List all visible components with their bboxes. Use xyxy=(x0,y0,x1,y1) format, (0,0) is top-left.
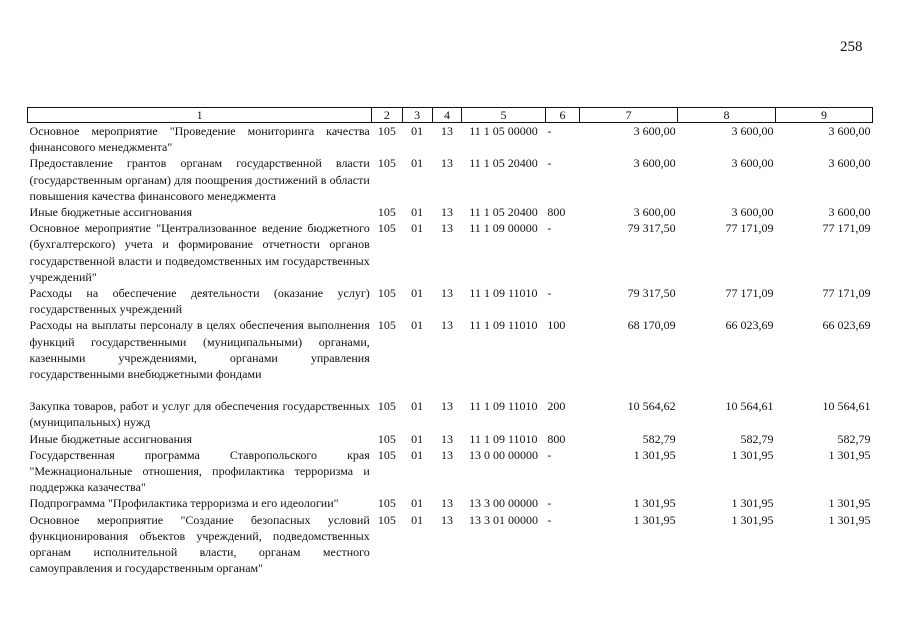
cell-sum-2: 3 600,00 xyxy=(731,124,774,138)
cell-rz: 01 xyxy=(411,124,424,138)
row-name: Расходы на обеспечение деятельности (оказание услуг) государственных учреждений xyxy=(29,286,370,317)
table-row xyxy=(28,431,873,447)
cell-sum-1: 3 600,00 xyxy=(633,205,676,220)
header-row xyxy=(28,108,873,123)
table-row xyxy=(28,204,873,220)
row-name: Основное мероприятие "Проведение мониторинга качества финансового менеджмента" xyxy=(29,124,370,155)
column-header: 8 xyxy=(678,108,776,123)
cell-sum-3: 1 301,95 xyxy=(828,447,871,462)
cell-pr: 13 xyxy=(440,447,453,462)
column-header: 5 xyxy=(462,108,546,123)
column-header: 7 xyxy=(580,108,678,123)
cell-sum-3: 77 171,09 xyxy=(822,221,871,236)
cell-rz: 01 xyxy=(411,156,424,171)
table-row xyxy=(28,317,873,382)
cell-vr: - xyxy=(547,496,552,511)
cell-sum-3: 3 600,00 xyxy=(828,156,871,171)
cell-rz: 01 xyxy=(411,512,424,527)
cell-vr: 800 xyxy=(547,205,566,220)
cell-min: 105 xyxy=(377,156,396,171)
cell-vr: - xyxy=(547,156,552,171)
cell-csr: 11 1 09 11010 xyxy=(469,286,538,301)
cell-csr: 13 3 00 00000 xyxy=(468,496,538,511)
cell-sum-3: 66 023,69 xyxy=(822,318,871,333)
cell-pr: 13 xyxy=(440,318,453,333)
cell-csr: 11 1 05 20400 xyxy=(469,205,538,220)
cell-pr: 13 xyxy=(440,156,453,171)
cell-csr: 11 1 09 11010 xyxy=(469,431,538,446)
cell-sum-1: 1 301,95 xyxy=(633,496,676,511)
cell-sum-2: 10 564,61 xyxy=(725,399,774,414)
cell-csr: 11 1 05 00000 xyxy=(469,124,538,138)
cell-csr: 11 1 09 11010 xyxy=(469,399,538,414)
cell-sum-1: 10 564,62 xyxy=(627,399,676,414)
cell-sum-1: 1 301,95 xyxy=(633,447,676,462)
cell-vr: - xyxy=(547,512,552,527)
cell-csr: 11 1 09 11010 xyxy=(469,318,538,333)
row-name: Основное мероприятие "Создание безопасных условий функционирования объектов учреждений, подведомственных органам исполнительной власти, органам местного самоуправления и государственным органам" xyxy=(29,512,370,576)
cell-sum-2: 582,79 xyxy=(740,431,774,446)
cell-min: 105 xyxy=(377,496,396,511)
column-header: 6 xyxy=(545,108,579,123)
cell-csr: 13 0 00 00000 xyxy=(468,447,538,462)
cell-sum-3: 3 600,00 xyxy=(828,124,871,138)
row-name: Расходы на выплаты персоналу в целях обеспечения выполнения функций государственными (муниципальными) органами, казенными учреждениями, органами управления государственными внебюджетными фондами xyxy=(29,318,370,382)
cell-min: 105 xyxy=(377,447,396,462)
cell-sum-1: 1 301,95 xyxy=(633,512,676,527)
row-name: Основное мероприятие "Централизованное ведение бюджетного (бухгалтерского) учета и формирование отчетности органов государственной власти и подведомственных им государственных учреждений" xyxy=(29,221,370,284)
column-header: 1 xyxy=(28,108,372,123)
cell-pr: 13 xyxy=(440,431,453,446)
cell-pr: 13 xyxy=(440,221,453,236)
cell-sum-3: 10 564,61 xyxy=(822,399,871,414)
cell-rz: 01 xyxy=(411,286,424,301)
cell-sum-3: 1 301,95 xyxy=(828,512,871,527)
cell-pr: 13 xyxy=(440,496,453,511)
cell-rz: 01 xyxy=(411,496,424,511)
spacer-cell xyxy=(28,382,873,398)
cell-min: 105 xyxy=(377,318,396,333)
table-row xyxy=(28,495,873,511)
cell-rz: 01 xyxy=(411,205,424,220)
budget-table xyxy=(27,107,873,576)
row-name: Подпрограмма "Профилактика терроризма и его идеологии" xyxy=(29,496,339,511)
cell-pr: 13 xyxy=(440,399,453,414)
table-row xyxy=(28,398,873,430)
cell-sum-2: 1 301,95 xyxy=(731,496,774,511)
cell-pr: 13 xyxy=(440,205,453,220)
cell-vr: 100 xyxy=(547,318,566,333)
spacer-row xyxy=(28,382,873,398)
table-row xyxy=(28,512,873,577)
cell-sum-2: 66 023,69 xyxy=(725,318,774,333)
cell-sum-2: 77 171,09 xyxy=(725,221,774,236)
cell-sum-1: 68 170,09 xyxy=(627,318,676,333)
cell-pr: 13 xyxy=(440,124,453,138)
column-header: 9 xyxy=(776,108,873,123)
cell-csr: 11 1 09 00000 xyxy=(469,221,538,236)
cell-min: 105 xyxy=(377,512,396,527)
cell-min: 105 xyxy=(377,286,396,301)
cell-pr: 13 xyxy=(440,286,453,301)
cell-sum-1: 3 600,00 xyxy=(633,156,676,171)
cell-sum-2: 1 301,95 xyxy=(731,447,774,462)
table-row xyxy=(28,447,873,496)
cell-sum-1: 3 600,00 xyxy=(633,124,676,138)
row-name: Закупка товаров, работ и услуг для обеспечения государственных (муниципальных) нужд xyxy=(29,399,370,430)
cell-sum-3: 3 600,00 xyxy=(828,205,871,220)
cell-sum-2: 1 301,95 xyxy=(731,512,774,527)
page-number: 258 xyxy=(840,39,863,55)
row-name: Государственная программа Ставропольского края "Межнациональные отношения, профилактика терроризма и поддержка казачества" xyxy=(29,447,370,495)
row-name: Предоставление грантов органам государственной власти (государственным органам) для поощрения достижений в области повышения качества финансового менеджмента xyxy=(29,156,370,203)
cell-min: 105 xyxy=(377,221,396,236)
cell-pr: 13 xyxy=(440,512,453,527)
cell-min: 105 xyxy=(377,399,396,414)
cell-vr: 200 xyxy=(547,399,566,414)
cell-csr: 11 1 05 20400 xyxy=(469,156,538,171)
cell-vr: - xyxy=(547,286,552,301)
cell-sum-1: 79 317,50 xyxy=(627,286,676,301)
cell-vr: - xyxy=(547,447,552,462)
cell-sum-1: 79 317,50 xyxy=(627,221,676,236)
cell-sum-2: 3 600,00 xyxy=(731,205,774,220)
table-row xyxy=(28,123,873,156)
column-header: 3 xyxy=(402,108,432,123)
cell-vr: - xyxy=(547,221,552,236)
table-row xyxy=(28,155,873,204)
table-row xyxy=(28,285,873,317)
cell-vr: 800 xyxy=(547,431,566,446)
cell-rz: 01 xyxy=(411,447,424,462)
row-name: Иные бюджетные ассигнования xyxy=(29,205,192,220)
cell-rz: 01 xyxy=(411,221,424,236)
column-header: 4 xyxy=(432,108,461,123)
cell-sum-1: 582,79 xyxy=(642,431,676,446)
cell-min: 105 xyxy=(377,205,396,220)
cell-rz: 01 xyxy=(411,431,424,446)
column-header: 2 xyxy=(372,108,402,123)
cell-sum-3: 582,79 xyxy=(837,431,871,446)
cell-vr: - xyxy=(547,124,552,138)
cell-min: 105 xyxy=(377,124,396,138)
cell-sum-2: 77 171,09 xyxy=(725,286,774,301)
table-row xyxy=(28,220,873,285)
cell-rz: 01 xyxy=(411,318,424,333)
row-name: Иные бюджетные ассигнования xyxy=(29,431,192,446)
cell-sum-3: 77 171,09 xyxy=(822,286,871,301)
cell-min: 105 xyxy=(377,431,396,446)
cell-rz: 01 xyxy=(411,399,424,414)
cell-csr: 13 3 01 00000 xyxy=(468,512,538,527)
cell-sum-2: 3 600,00 xyxy=(731,156,774,171)
cell-sum-3: 1 301,95 xyxy=(828,496,871,511)
